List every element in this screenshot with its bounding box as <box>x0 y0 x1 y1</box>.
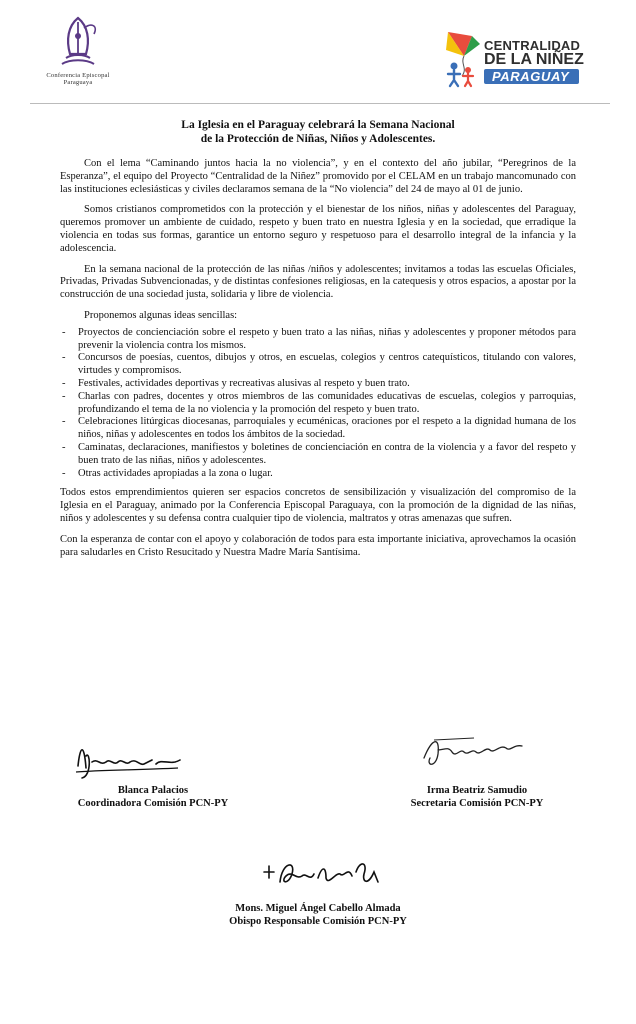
list-item <box>62 352 576 378</box>
paragraph-2: Somos cristianos comprometidos con la protección y el bienestar de los niños, niñas y adolescentes del Paraguay, queremos promover un ambiente de cuidado, respeto y buen trato en nuestra Iglesia y en la sociedad, que erradique la violencia en todas sus formas, garantice un entorno seguro y respetuoso para el desarrollo integral de la infancia y la adolescencia. <box>60 204 576 254</box>
list-bullet: - <box>62 416 66 428</box>
list-item-text: Concursos de poesías, cuentos, dibujos y otros, en escuelas, colegios y centros catequísticos, titulando con valores, virtudes y compromisos. <box>78 352 576 377</box>
document-title <box>0 118 636 146</box>
list-bullet: - <box>62 326 66 338</box>
signature-bottom-scribble <box>256 852 396 900</box>
kite-children-logo-icon <box>442 30 482 88</box>
signer-name: Irma Beatriz Samudio <box>426 785 528 796</box>
signer-role: Secretaria Comisión PCN-PY <box>410 798 544 809</box>
signer-name: Mons. Miguel Ángel Cabello Almada <box>235 903 401 914</box>
title-line2: de la Protección de Niñas, Niños y Adolescentes. <box>200 133 436 145</box>
header-divider <box>30 103 610 104</box>
cn-logo-line3: PARAGUAY <box>484 69 579 84</box>
signer-role: Coordinadora Comisión PCN-PY <box>77 798 229 809</box>
list-bullet: - <box>62 390 66 402</box>
list-item-text: Caminatas, declaraciones, manifiestos y boletines de concienciación en contra de la violencia y a favor del respeto y buen trato de las niñas, niños y adolescentes. <box>78 441 576 466</box>
cn-logo-line1: CENTRALIDAD <box>484 38 581 53</box>
paragraph-3: En la semana nacional de la protección de las niñas /niños y adolescentes; invitamos a todas las escuelas Oficiales, Privadas, Privadas Subvencionadas, y de distintas confesiones religiosas, en la catequesis y otros espacios, a apostar por la construcción de una sociedad justa, solidaria y libre de violencia. <box>60 263 576 301</box>
list-item-text: Charlas con padres, docentes y otros miembros de las comunidades educativas de escuelas, colegios y parroquias, profundizando el tema de la no violencia y la promoción del respeto y buen trato. <box>78 390 576 415</box>
signer-name: Blanca Palacios <box>117 785 189 796</box>
signature-left-scribble <box>70 736 190 782</box>
letterhead <box>0 0 636 100</box>
signature-right-scribble <box>414 728 534 774</box>
list-item-text: Otras actividades apropiadas a la zona o lugar. <box>78 467 273 479</box>
signature-block-bottom <box>168 902 468 928</box>
signature-block-right <box>372 784 582 810</box>
cep-logo <box>30 14 126 96</box>
ideas-list <box>60 327 576 481</box>
cep-caption-line1: Conferencia Episcopal <box>46 72 110 79</box>
list-bullet: - <box>62 441 66 453</box>
list-item <box>62 441 576 468</box>
list-item <box>62 326 576 353</box>
list-bullet: - <box>62 377 66 389</box>
title-line1: La Iglesia en el Paraguay celebrará la Semana Nacional <box>181 119 455 131</box>
list-item <box>62 467 576 481</box>
paragraph-5: Con la esperanza de contar con el apoyo y colaboración de todos para esta importante iniciativa, aprovechamos la ocasión para saludarles en Cristo Resucitado y Nuestra Madre María Santísima. <box>60 533 576 558</box>
cep-mitre-logo-icon <box>48 14 108 72</box>
list-item-text: Festivales, actividades deportivas y recreativas alusivas al respeto y buen trato. <box>78 377 410 389</box>
list-item <box>62 390 576 417</box>
list-item <box>62 377 576 391</box>
list-item-text: Proyectos de concienciación sobre el respeto y buen trato a las niñas, niñas y adolescentes y proponer métodos para prevenir la violencia contra los mismos. <box>78 326 576 351</box>
list-item-text: Celebraciones litúrgicas diocesanas, parroquiales y ecuménicas, oraciones por el respeto a la dignidad humana de los niños, niñas y adolescentes en todos los ámbitos de la sociedad. <box>78 416 576 441</box>
list-bullet: - <box>62 467 66 479</box>
signer-role: Obispo Responsable Comisión PCN-PY <box>229 916 407 927</box>
paragraph-1: Con el lema “Caminando juntos hacia la no violencia”, y en el contexto del año jubilar, “Peregrinos de la Esperanza”, el equipo del Proyecto “Centralidad de la Niñez” promovido por el CELAM en un trabajo mancomunado con las instituciones eclesiásticas y civiles declaramos semana de la “No violencia” del 24 de mayo al 01 de junio. <box>60 158 576 195</box>
list-bullet: - <box>62 352 66 364</box>
cep-caption-line2: Paraguaya <box>63 79 93 86</box>
cn-logo-line2: DE LA NIÑEZ <box>484 51 584 68</box>
ideas-lead: Proponemos algunas ideas sencillas: <box>84 309 238 321</box>
paragraph-4: Todos estos emprendimientos quieren ser espacios concretos de sensibilización y visualización del compromiso de la Iglesia en el Paraguay, animado por la Conferencia Episcopal Paraguaya, con la promoción de la dignidad de las niñas, niños y adolescentes y su defensa contra cualquier tipo de violencia, maltratos y otras amenazas que sufren. <box>60 487 576 524</box>
centralidad-nines-logo <box>442 28 612 92</box>
list-item <box>62 416 576 442</box>
letter-body <box>60 158 576 567</box>
signature-block-left <box>48 784 258 810</box>
